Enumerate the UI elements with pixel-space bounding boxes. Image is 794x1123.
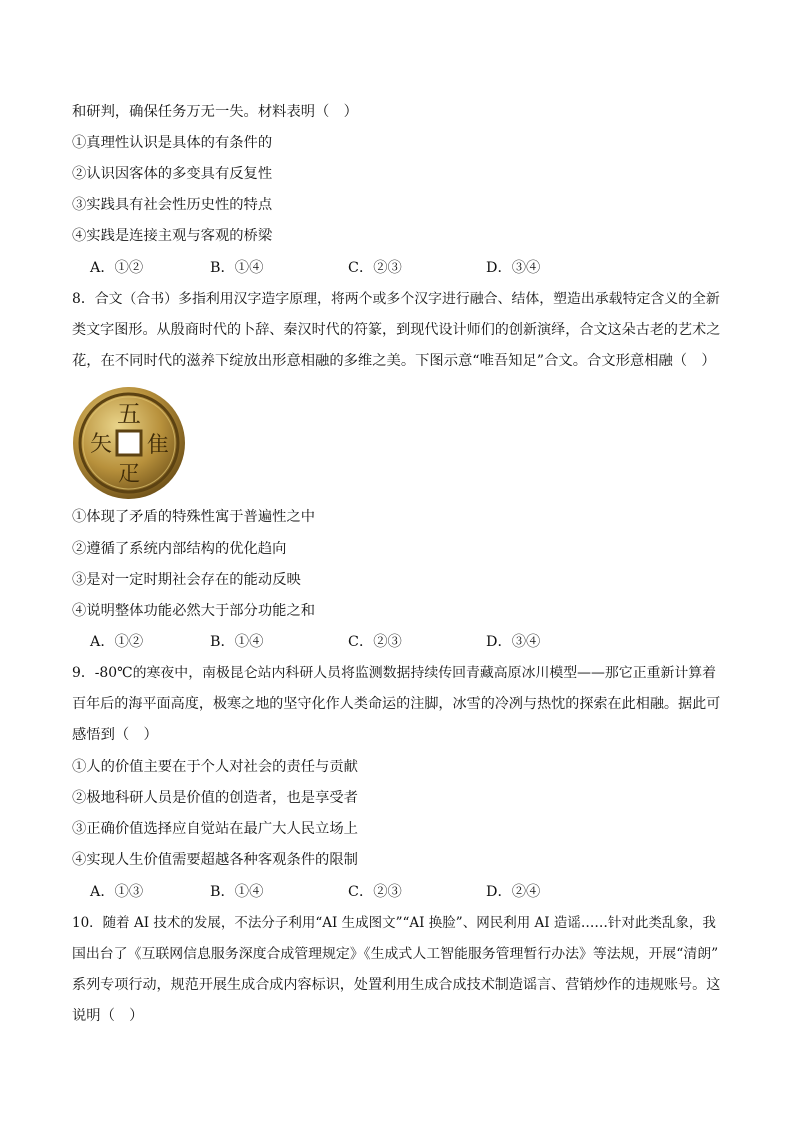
q7-option-d[interactable]: D．③④	[486, 260, 541, 276]
q9-option-b[interactable]: B．①④	[210, 884, 264, 900]
q9-option-d[interactable]: D．②④	[486, 884, 541, 900]
q7-option-a[interactable]: A．①②	[90, 260, 144, 276]
coin-char-left: 矢	[89, 432, 113, 457]
q9-stem-line-3: 感悟到（ ）	[72, 727, 158, 743]
q10-stem-line-4: 说明（ ）	[72, 1008, 144, 1024]
q8-option-a[interactable]: A．①②	[90, 634, 144, 650]
q8-stem-line-2: 类文字图形。从殷商时代的卜辞、秦汉时代的符篆，到现代设计师们的创新演绎，合文这朵古老的艺术之	[72, 322, 721, 338]
q10-stem-line-1: 10．随着 AI 技术的发展，不法分子利用“AI 生成图文”“AI 换脸”、网民利用 AI 造谣……针对此类乱象，我	[72, 915, 716, 931]
q8-item-4: ④说明整体功能必然大于部分功能之和	[72, 603, 316, 619]
q8-option-b[interactable]: B．①④	[210, 634, 264, 650]
q9-item-1: ①人的价值主要在于个人对社会的责任与贡献	[72, 759, 358, 775]
q8-item-1: ①体现了矛盾的特殊性寓于普遍性之中	[72, 509, 316, 525]
coin-square-hole	[117, 431, 141, 455]
q10-stem-line-2: 国出台了《互联网信息服务深度合成管理规定》《生成式人工智能服务管理暂行办法》等法规，开展“清朗”	[72, 946, 719, 962]
coin-image	[72, 386, 186, 500]
q8-item-3: ③是对一定时期社会存在的能动反映	[72, 572, 301, 588]
q7-item-4: ④实践是连接主观与客观的桥梁	[72, 228, 273, 244]
coin-char-bottom: 疋	[117, 462, 141, 487]
q8-option-d[interactable]: D．③④	[486, 634, 541, 650]
q9-stem-line-2: 百年后的海平面高度，极寒之地的坚守化作人类命运的注脚，冰雪的冷冽与热忱的探索在此相融。据此可	[72, 696, 721, 712]
q9-stem-line-1: 9．-80℃的寒夜中，南极昆仑站内科研人员将监测数据持续传回青藏高原冰川模型——那它正重新计算着	[72, 665, 717, 681]
coin-char-top: 五	[117, 400, 141, 428]
q8-stem-line-1: 8．合文（合书）多指利用汉字造字原理，将两个或多个汉字进行融合、结体，塑造出承载特定含义的全新	[72, 291, 720, 307]
q7-option-b[interactable]: B．①④	[210, 260, 264, 276]
q7-stem-tail: 和研判，确保任务万无一失。材料表明（ ）	[72, 104, 358, 120]
q8-stem-line-3: 花，在不同时代的滋养下绽放出形意相融的多维之美。下图示意“唯吾知足”合文。合文形意相融（ ）	[72, 353, 716, 369]
q9-options	[90, 882, 610, 902]
q7-item-3: ③实践具有社会性历史性的特点	[72, 197, 273, 213]
q7-option-c[interactable]: C．②③	[348, 260, 402, 276]
q9-option-c[interactable]: C．②③	[348, 884, 402, 900]
q9-item-3: ③正确价值选择应自觉站在最广大人民立场上	[72, 821, 358, 837]
q8-item-2: ②遵循了系统内部结构的优化趋向	[72, 541, 287, 557]
coin-char-right: 隹	[146, 433, 170, 458]
q7-item-2: ②认识因客体的多变具有反复性	[72, 166, 273, 182]
q7-options	[90, 258, 610, 278]
q8-options	[90, 632, 610, 652]
q9-item-2: ②极地科研人员是价值的创造者，也是享受者	[72, 790, 358, 806]
q9-option-a[interactable]: A．①③	[90, 884, 144, 900]
q7-item-1: ①真理性认识是具体的有条件的	[72, 135, 273, 151]
q8-option-c[interactable]: C．②③	[348, 634, 402, 650]
q9-item-4: ④实现人生价值需要超越各种客观条件的限制	[72, 852, 358, 868]
q10-stem-line-3: 系列专项行动，规范开展生成合成内容标识，处置利用生成合成技术制造谣言、营销炒作的违规账号。这	[72, 977, 721, 993]
